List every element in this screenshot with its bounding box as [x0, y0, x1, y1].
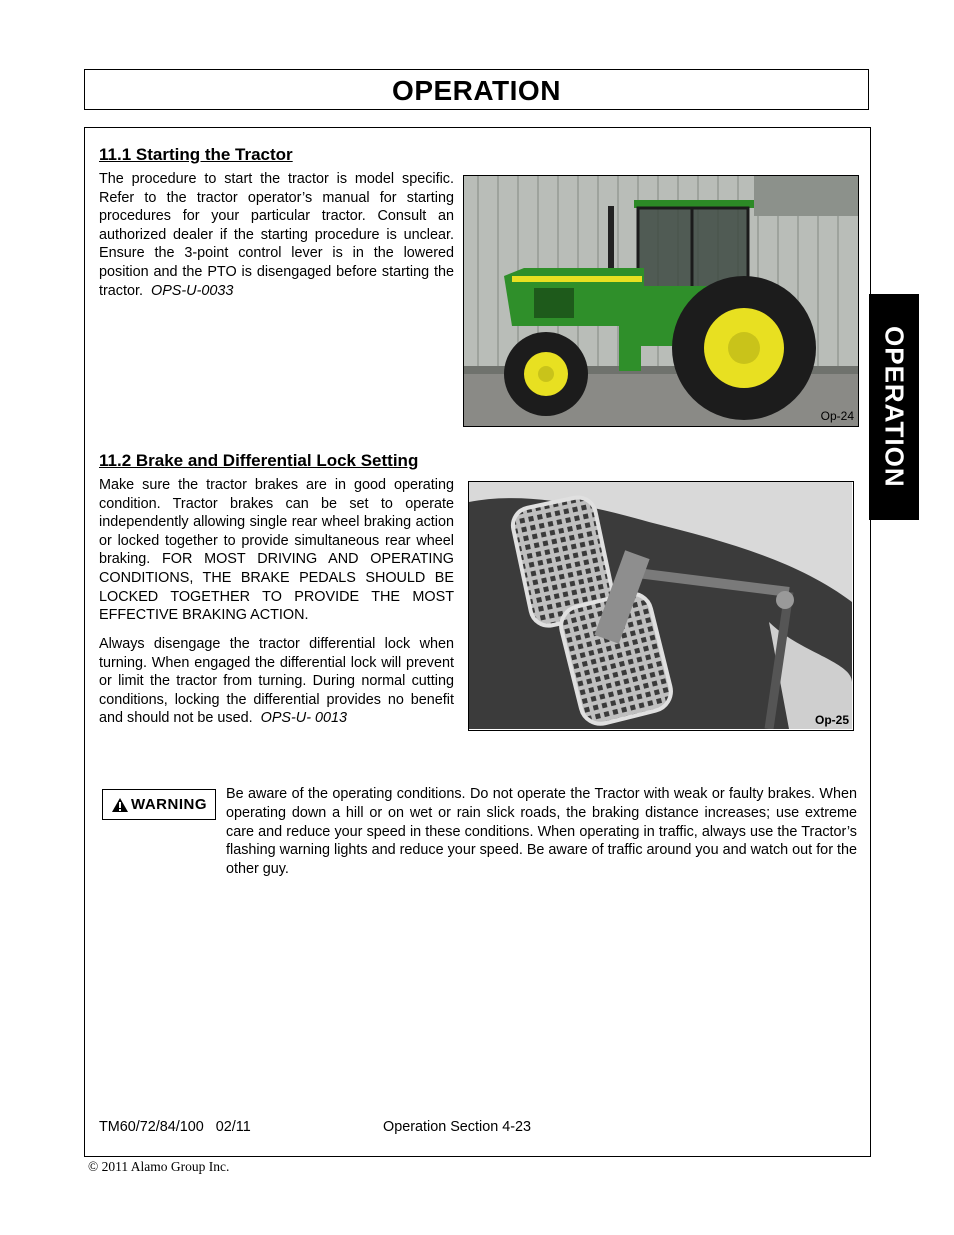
brake-pedal-illustration	[469, 482, 852, 729]
brake-paragraph	[99, 476, 454, 625]
footer-model-date: TM60/72/84/100 02/11	[99, 1119, 251, 1135]
differential-paragraph	[99, 635, 454, 728]
footer-section-page: Operation Section 4-23	[383, 1119, 531, 1135]
warning-triangle-icon	[111, 797, 129, 813]
side-section-tab	[869, 294, 919, 520]
tractor-illustration	[464, 176, 858, 426]
warning-label: WARNING	[131, 796, 207, 813]
section-heading-brake: 11.2 Brake and Differential Lock Setting	[99, 451, 419, 470]
header-box	[84, 69, 869, 110]
brake-body: Make sure the tractor brakes are in good operating condition. Tractor brakes can be set to operate independently allowing single rear wheel braking action or locked together to provide simultaneous rear wheel braking. FOR MOST DRIVING AND OPERATING CONDITIONS, THE BRAKE PEDALS SHOULD BE LOCKED TOGETHER TO PROVIDE THE MOST EFFECTIVE BRAKING ACTION.	[99, 477, 454, 624]
starting-code: OPS-U-0033	[151, 282, 234, 299]
starting-paragraph	[99, 170, 454, 300]
tractor-photo	[463, 175, 859, 427]
warning-badge	[102, 789, 216, 820]
differential-body: Always disengage the tractor differential lock when turning. When engaged the differential lock will prevent or limit the tractor from turning. During normal cutting conditions, locking the differential provides no benefit and should not be used.	[99, 636, 454, 727]
starting-body: The procedure to start the tractor is model specific. Refer to the tractor operator’s manual for starting procedures for your particular tractor. Consult an authorized dealer if the starting procedure is unclear. Ensure the 3-point control lever is in the lowered position and the PTO is disengaged before starting the tractor.	[99, 171, 454, 299]
figure-label-op25: Op-25	[814, 713, 849, 727]
side-tab-label: OPERATION	[879, 326, 910, 488]
differential-code: OPS-U- 0013	[260, 710, 348, 727]
figure-label-op24: Op-24	[820, 409, 854, 423]
page-title: OPERATION	[392, 74, 561, 106]
copyright-notice: © 2011 Alamo Group Inc.	[88, 1159, 230, 1174]
warning-paragraph: Be aware of the operating conditions. Do not operate the Tractor with weak or faulty brakes. When operating down a hill or on wet or rain slick roads, the braking distance increases; use extreme care and reduce your speed in these conditions. When operating in traffic, always use the Tractor’s flashing warning lights and reduce your speed. Be aware of traffic around you and watch out for the other guy.	[226, 786, 857, 878]
brake-pedal-photo	[468, 481, 854, 731]
section-heading-starting: 11.1 Starting the Tractor	[99, 145, 293, 164]
